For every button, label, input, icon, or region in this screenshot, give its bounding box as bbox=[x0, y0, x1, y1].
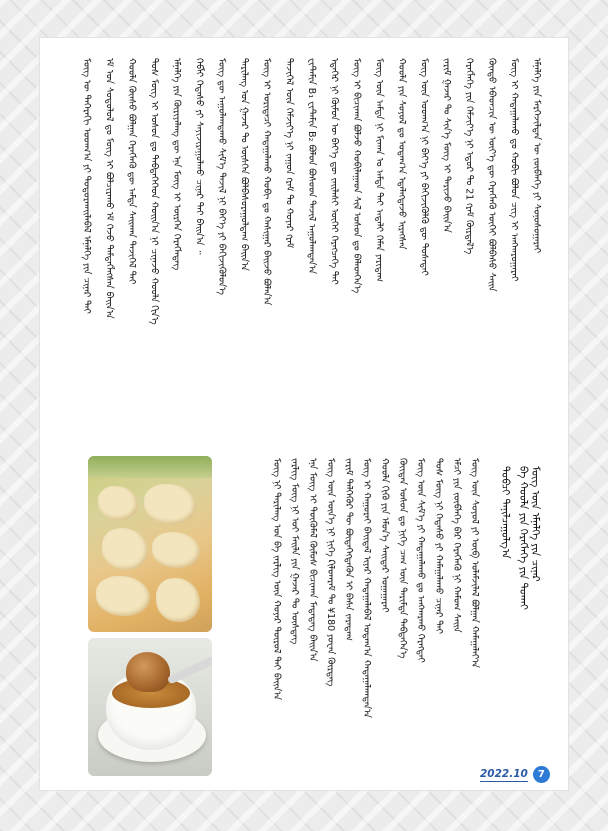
text-column: ᠮᠥᠭ ᠢ ᠪᠢᠴᠢᠬᠠᠨ ᠪᠣᠯᠵᠤ ᠬᠤᠪᠢᠯᠠᠭᠠᠳ ᠰᠢᠯ ᠤᠰᠤᠨ ᠳᠤ ᠪᠡᠯᠡᠳᠬᠡᠨ᠎ᠡ bbox=[351, 58, 362, 294]
text-column: ᠲᠤᠰ ᠮᠥᠭ ᠨᠢ ᠭᠡᠳᠡᠰᠦ ᠶᠢ ᠬᠠᠮᠠᠭᠠᠯᠠᠬᠤ ᠴᠢᠨᠠᠷ ᠲᠠᠢ bbox=[433, 458, 444, 634]
page-footer bbox=[480, 766, 550, 783]
text-column: ᠵᠠᠷᠢᠮ ᠭᠠᠵᠠᠷ ᠲᠤ ᠰᠢᠨ᠎ᠡ ᠮᠥᠭ ᠢ ᠲᠠᠷᠢᠵᠤ ᠪᠠᠢᠨ᠎ᠠ bbox=[441, 58, 452, 233]
issue-date: 2022.10 bbox=[480, 767, 528, 780]
text-column: ᠬᠣᠣᠯᠠ ᠶᠢᠨ ᠰᠣᠶᠣᠯ ᠳᠤ ᠤᠳᠠᠭ᠎ᠠ ᠡᠳᠡᠯᠡᠭᠳᠡᠵᠦ ᠢᠷᠡᠭᠰᠡᠨ bbox=[396, 58, 407, 250]
page-number-badge: 7 bbox=[533, 766, 550, 783]
text-column: ᠡᠮ ᠤᠨ ᠰᠤᠳᠤᠯᠤᠯ ᠳᠤ ᠮᠥᠭ ᠢ ᠪᠤᠯᠴᠢᠷᠠᠬᠤ ᠡᠮ ᠭᠡᠵᠦ ᠲᠡᠮᠳᠡᠭᠯᠡᠭᠰᠡᠨ ᠪᠠᠢᠨ᠎ᠠ bbox=[103, 58, 115, 319]
text-column: ᠮᠥᠭ ᠦ ᠳᠡᠭᠡᠷᠡᠬᠢ ᠤᠳᠬ᠎ᠠ ᠶᠢ ᠲᠣᠳᠣᠷᠬᠠᠢᠯᠠᠪᠠᠯ ᠡᠮᠨᠡᠯᠭᠡ ᠶᠢᠨ ᠴᠢᠨᠠᠷ ᠲᠠᠢ bbox=[81, 58, 92, 314]
text-column: ᠮᠥᠭ ᠦᠨ ᠠᠮᠲᠠ ᠨᠢ ᠮᠢᠬᠠᠨ ᠤ ᠠᠮᠲᠠ ᠲᠠᠢ ᠠᠳᠠᠯᠢ ᠬᠡᠮᠡᠨ ᠶᠠᠷᠢᠳᠠᠭ bbox=[373, 58, 385, 282]
text-column: ᠡᠨᠡ ᠮᠥᠭ ᠢ ᠲᠦᠭᠦᠮᠡᠯ ᠬᠦᠮᠦᠰ ᠪᠢᠴᠢᠬᠠᠨ ᠮᠡᠳᠡᠳᠡᠭ ᠪᠠᠢᠨ᠎ᠠ bbox=[307, 458, 318, 662]
text-column: ᠮᠥᠭ ᠢ ᠬᠠᠳᠠᠭᠠᠯᠠᠬᠤ ᠳᠤ ᠬᠤᠪᠢ ᠪᠣᠯᠤᠨ ᠴᠢᠭ ᠢ ᠠᠩᠬᠠᠷᠤᠭᠠᠷᠠᠢ bbox=[508, 58, 520, 282]
mushroom-slice bbox=[156, 578, 200, 622]
text-column: ᠮᠥᠭ ᠦᠨ ᠰᠣᠶᠣᠯ ᠶᠢ ᠥᠪ ᠤᠯᠠᠮᠵᠢᠯᠠᠯ ᠪᠣᠯᠭᠠᠨ ᠬᠠᠮᠠᠭᠠᠯᠠᠶ᠎ᠠ bbox=[469, 458, 480, 668]
text-column: ᠬᠡᠪᠯᠢ ᠭᠡᠳᠡᠰᠦ ᠶᠢ ᠰᠠᠶᠢᠵᠢᠷᠠᠭᠤᠯᠬᠤ ᠴᠢᠨᠠᠷ ᠲᠠᠢ ᠪᠠᠢᠨ᠎ᠠ ᠃ bbox=[193, 58, 205, 255]
article-heading-line: ᠲᠣᠪᠴᠢ ᠲᠠᠨᠢᠯᠴᠠᠭᠤᠯᠭ᠎ᠠ bbox=[499, 466, 511, 559]
mushroom-slice bbox=[98, 486, 138, 520]
text-column: ᠮᠥᠭ ᠨᠢ ᠲᠠᠷᠢᠯᠠᠩ ᠤᠨ ᠪᠠ ᠵᠡᠷᠯᠢᠭ ᠦᠨ ᠬᠣᠶᠠᠷ ᠲᠥᠷᠥᠯ ᠲᠠᠢ ᠪᠠᠢᠨ᠎ᠠ bbox=[271, 458, 282, 700]
article-text-top bbox=[80, 58, 542, 428]
text-column: ᠡᠮᠨᠡᠯᠭᠡ ᠶᠢᠨ ᠮᠡᠷᠭᠡᠵᠢᠯᠲᠡᠨ ᠦ ᠵᠥᠪᠯᠡᠭᠡ ᠶᠢ ᠰᠣᠨᠣᠰᠣᠭᠠᠷᠠᠢ bbox=[531, 58, 542, 254]
mushroom-slice bbox=[96, 576, 150, 616]
dried-mushroom-package-photo bbox=[88, 456, 212, 632]
text-column: ᠮᠥᠭ ᠦᠨ ᠦᠨ᠎ᠡ ᠨᠢ ᠨᠢᠭᠡ ᠺᠢᠯᠣᠭᠷᠠᠮ ᠲᠤ ¥180 ᠶᠤᠸᠠᠨ ᠬᠦᠷᠳᠡᠭ bbox=[325, 458, 336, 687]
article-heading-line: ᠪᠠ ᠬᠣᠣᠯᠠ ᠶᠢᠨ ᠬᠡᠷᠡᠭᠯᠡᠭᠡ ᠶᠢᠨ ᠲᠤᠬᠠᠢ bbox=[517, 466, 529, 610]
text-column: ᠬᠡᠷᠡᠭᠯᠡᠭᠡ ᠶᠢᠨ ᠬᠡᠮᠵᠢᠶ᠎ᠡ ᠨᠢ ᠡᠳᠦᠷ ᠲᠤ 21 ᠭᠷᠠᠮ ᠬᠦᠷᠲᠡᠯ᠎ᠡ bbox=[463, 58, 475, 255]
article-text-bottom bbox=[270, 458, 480, 770]
mushroom-slice bbox=[102, 528, 148, 570]
text-column: ᠸᠢᠲ᠋ᠠᠮᠢᠨ B₁ ᠸᠢᠲ᠋ᠠᠮᠢᠨ B₂ ᠪᠣᠯᠤᠨ ᠪᠤᠰᠤᠳ ᠲᠡᠵᠢᠯ ᠠᠭᠤᠯᠠᠭᠳᠠᠨ᠎ᠠ bbox=[306, 58, 317, 274]
text-column: ᠡᠮᠴᠢ ᠶᠢᠨ ᠵᠥᠪᠯᠡᠭᠡ ᠪᠡᠷ ᠬᠡᠷᠡᠭᠯᠡᠬᠦ ᠨᠢ ᠬᠠᠮᠤᠭ ᠰᠠᠢᠨ bbox=[451, 458, 462, 633]
text-column: ᠮᠥᠭ ᠦᠨ ᠰᠢᠮ᠎ᠡ ᠶᠢ ᠬᠠᠳᠠᠭᠠᠯᠠᠬᠤ ᠳᠤ ᠠᠩᠬᠠᠷᠬᠤ ᠬᠡᠷᠡᠭᠲᠡᠢ bbox=[415, 458, 426, 663]
mushroom-slice bbox=[152, 532, 200, 568]
mushroom-soup-photo bbox=[88, 638, 212, 776]
text-column: ᠮᠥᠭ ᠳᠦ ᠠᠭᠤᠯᠠᠭᠳᠠᠬᠤ ᠰᠢᠮ᠎ᠡ ᠲᠡᠵᠢᠯ ᠨᠢ ᠪᠡᠶ᠎ᠡ ᠶᠢ ᠪᠡᠬᠢᠵᠢᠭᠦᠯᠦᠨ᠎ᠡ bbox=[216, 58, 227, 295]
article-heading-line: ᠮᠥᠭ ᠦᠨ ᠡᠮᠨᠡᠯᠭᠡ ᠶᠢᠨ ᠴᠢᠨᠠᠷ bbox=[529, 466, 541, 582]
text-column: ᠵᠠᠷᠢᠮ ᠳᠡᠯᠭᠡᠭᠦᠷ ᠲᠦ ᠪᠦᠲᠡᠭᠡᠭᠳᠡᠬᠦᠨ ᠢ ᠪᠠᠰᠠ ᠵᠠᠷᠠᠳᠠᠭ bbox=[343, 458, 354, 641]
text-column: ᠡᠮᠨᠡᠯᠭᠡ ᠶᠢᠨ ᠬᠦᠷᠢᠶᠡᠯᠡᠩ ᠳᠦ ᠡᠨᠡ ᠮᠥᠭ ᠢ ᠥᠷᠭᠡᠨ ᠬᠡᠷᠡᠭᠯᠡᠳᠡᠭ bbox=[171, 58, 182, 271]
text-column: ᠲᠤᠰ ᠮᠥᠭ ᠢ ᠤᠰᠤᠨ ᠳᠤ ᠳᠡᠪᠲᠡᠭᠡᠭᠡᠳ ᠬᠣᠢᠨ᠎ᠠ ᠨᠢ ᠴᠢᠨᠠᠵᠤ ᠬᠣᠣᠯᠠ ᠬᠢᠨ᠎ᠡ bbox=[148, 58, 160, 325]
text-column: ᠬᠣᠣᠯᠠ ᠬᠦᠨᠰᠦ ᠪᠣᠯᠭᠠᠨ ᠬᠡᠷᠡᠭᠯᠡᠬᠦ ᠳᠦ ᠠᠮᠲᠠ ᠰᠠᠢᠬᠠᠨ ᠲᠡᠵᠢᠭᠡᠯ ᠲᠠᠢ bbox=[126, 58, 137, 285]
text-column: ᠡᠳᠡᠭᠡᠷ ᠨᠢ ᠬᠦᠮᠦᠨ ᠦ ᠪᠡᠶ᠎ᠡ ᠳᠦ ᠵᠠᠢᠯᠠᠰᠢ ᠦᠭᠡᠢ ᠬᠡᠷᠡᠭᠴᠡᠭᠡ ᠲᠠᠢ bbox=[328, 58, 340, 285]
mushroom-slice bbox=[144, 484, 196, 524]
text-column: ᠬᠦᠢᠲᠡᠨ ᠤᠰᠤᠨ ᠳᠤ ᠨᠢᠭᠡ ᠴᠠᠭ ᠦᠨ ᠳᠠᠷᠢᠮᠳᠠ ᠳᠡᠪᠲᠡᠭᠡᠨ᠎ᠡ bbox=[397, 458, 408, 659]
text-column: ᠬᠦᠨᠳᠦ ᠡᠪᠡᠳᠴᠢᠨ ᠦ ᠦᠶ᠎ᠡ ᠳᠦ ᠬᠡᠷᠡᠭᠯᠡᠬᠦ ᠦᠭᠡᠢ ᠪᠣᠯᠪᠠᠰᠤ ᠰᠠᠢᠨ bbox=[486, 58, 497, 292]
text-column: ᠲᠡᠵᠢᠭᠡᠯ ᠦᠨ ᠬᠡᠮᠵᠢᠶ᠎ᠡ ᠨᠢ ᠵᠠᠭᠤᠨ ᠭᠷᠠᠮ ᠲᠤ ᠬᠣᠶᠠᠷ ᠭᠷᠠᠮ bbox=[283, 58, 295, 249]
mushroom-in-soup bbox=[126, 652, 170, 692]
text-column: ᠮᠥᠭ ᠢ ᠤᠷᠢᠳᠠᠴᠢ ᠬᠠᠳᠠᠭᠠᠯᠠᠬᠤ ᠬᠤᠪᠢ ᠳᠤ ᠬᠠᠰᠢᠭᠠᠷ ᠪᠠᠢᠵᠤ ᠪᠣᠯᠠᠨ᠎ᠠ bbox=[261, 58, 272, 306]
text-column: ᠮᠥᠭ ᠢ ᠬᠠᠭᠤᠷᠠᠢ ᠪᠠᠢᠳᠠᠯ ᠢᠶᠡᠷ ᠬᠠᠳᠠᠭᠠᠯᠠᠪᠠᠯ ᠤᠳᠠᠭ᠎ᠠ ᠬᠠᠳᠠᠭᠠᠯᠠᠭᠳᠠᠨ᠎ᠠ bbox=[361, 458, 372, 718]
text-column: ᠵᠡᠷᠯᠢᠭ ᠮᠥᠭ ᠨᠢ ᠣᠢ ᠮᠠᠢᠯᠠ ᠶᠢᠨ ᠭᠠᠵᠠᠷ ᠲᠤ ᠥᠰᠳᠡᠭ bbox=[289, 458, 300, 645]
text-column: ᠮᠥᠭ ᠦᠨ ᠤᠳᠬ᠎ᠠ ᠨᠢ ᠪᠡᠶ᠎ᠡ ᠶᠢ ᠪᠡᠬᠢᠵᠢᠭᠦᠯᠬᠦ ᠳᠦ ᠲᠤᠰᠠᠲᠠᠢ bbox=[418, 58, 430, 276]
package-seal bbox=[88, 456, 212, 478]
text-column: ᠬᠣᠣᠯᠠ ᠬᠢᠬᠦ ᠶᠢᠨ ᠡᠮᠦᠨ᠎ᠡ ᠰᠠᠢᠲᠠᠷ ᠤᠭᠠᠭᠠᠷᠠᠢ bbox=[379, 458, 390, 613]
spoon bbox=[167, 655, 212, 684]
magazine-page bbox=[40, 38, 568, 790]
text-column: ᠲᠠᠷᠢᠯᠠᠩ ᠤᠨ ᠭᠠᠵᠠᠷ ᠲᠤ ᠥᠰᠬᠡᠨ ᠪᠣᠯᠪᠠᠰᠤᠷᠠᠭᠤᠯᠳᠠᠭ ᠪᠠᠢᠨ᠎ᠠ bbox=[238, 58, 250, 271]
